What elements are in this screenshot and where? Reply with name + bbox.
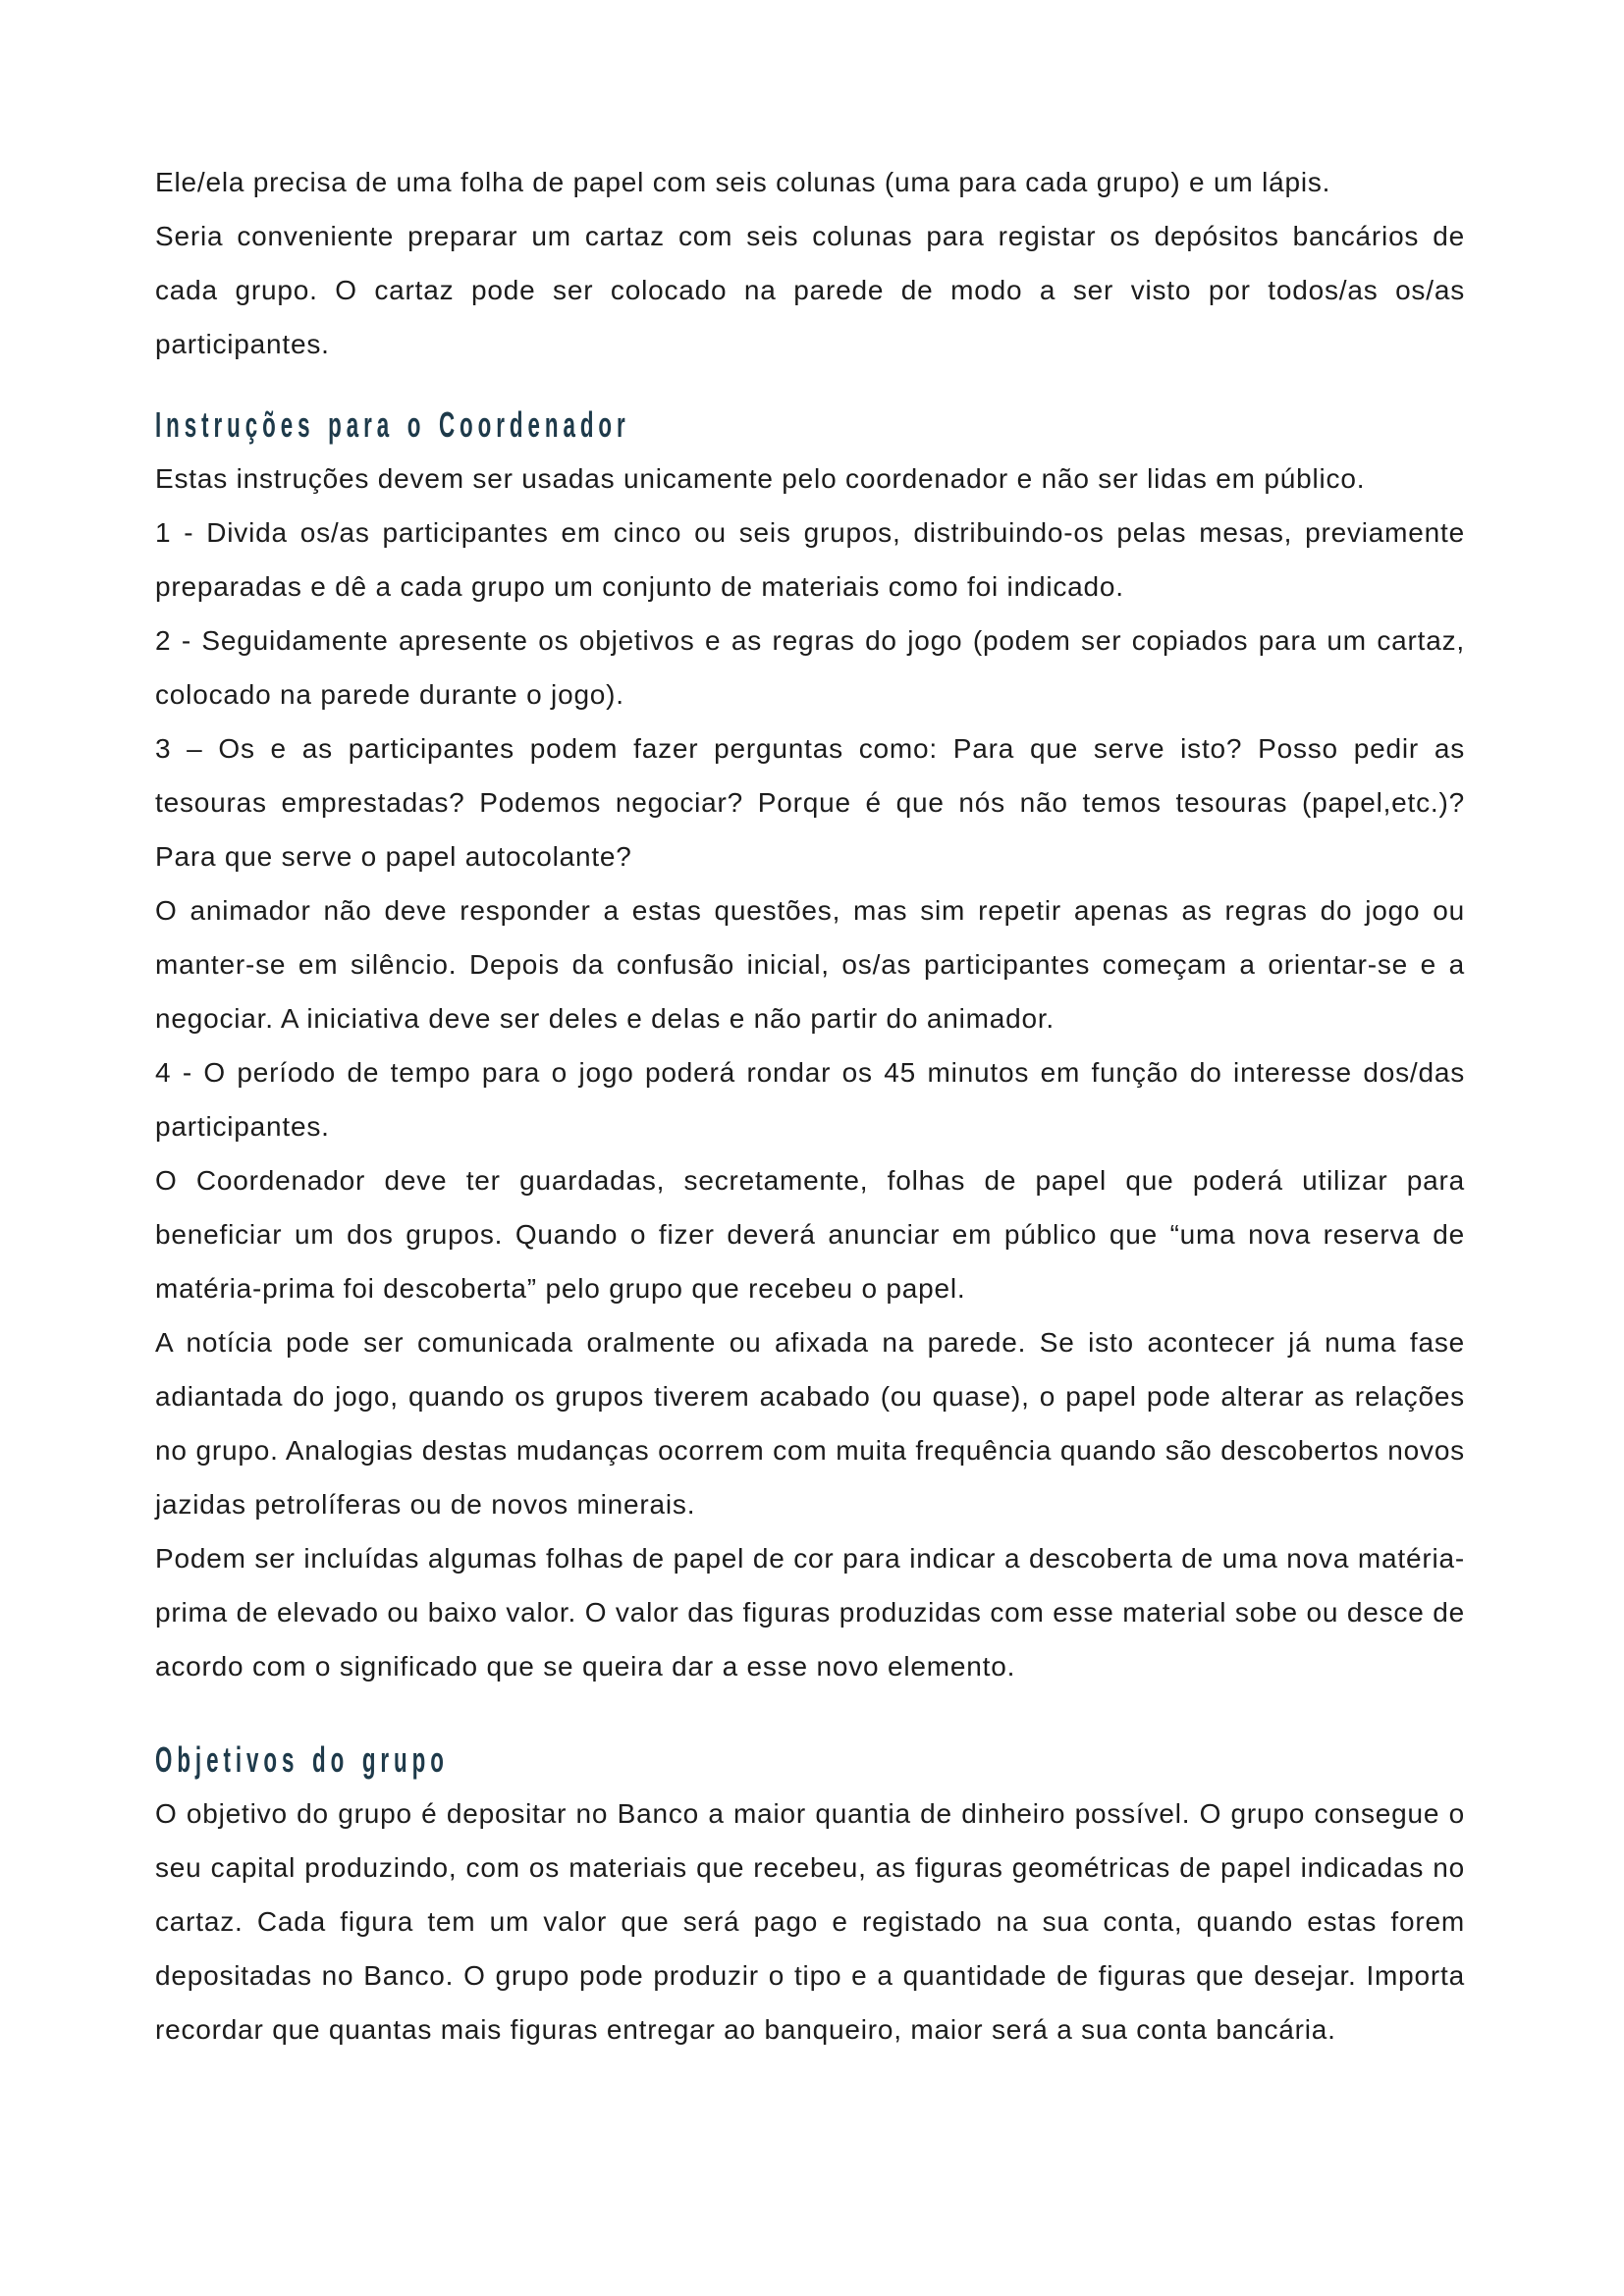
intro-paragraph-1: Ele/ela precisa de uma folha de papel com seis colunas (uma para cada grupo) e um lápis. [155,167,1331,197]
paragraph-step-2: 2 - Seguidamente apresente os objetivos e as regras do jogo (podem ser copiados para um cartaz, colocado na parede durante o jogo). [155,625,1465,710]
section-heading-objetivos-grupo: Objetivos do grupo [155,1739,449,1780]
paragraph: O animador não deve responder a estas questões, mas sim repetir apenas as regras do jogo ou manter-se em silêncio. Depois da confusão inicial, os/as participantes começam a orientar-se e a negociar. A iniciativa deve ser deles e delas e não partir do animador. [155,895,1465,1034]
paragraph-step-3: 3 – Os e as participantes podem fazer perguntas como: Para que serve isto? Posso pedir as tesouras emprestadas? Podemos negociar? Porque é que nós não temos tesouras (papel,etc.)? Para que serve o papel autocolante? [155,733,1465,872]
paragraph: Estas instruções devem ser usadas unicamente pelo coordenador e não ser lidas em público. [155,463,1366,494]
paragraph: Podem ser incluídas algumas folhas de papel de cor para indicar a descoberta de uma nova matéria-prima de elevado ou baixo valor. O valor das figuras produzidas com esse material sobe ou desce de acordo com o significado que se queira dar a esse novo elemento. [155,1543,1465,1682]
paragraph-step-4: 4 - O período de tempo para o jogo poderá rondar os 45 minutos em função do interesse dos/das participantes. [155,1057,1465,1142]
paragraph: O Coordenador deve ter guardadas, secretamente, folhas de papel que poderá utilizar para beneficiar um dos grupos. Quando o fizer deverá anunciar em público que “uma nova reserva de matéria-prima foi descoberta” pelo grupo que recebeu o papel. [155,1165,1465,1304]
paragraph: O objetivo do grupo é depositar no Banco a maior quantia de dinheiro possível. O grupo consegue o seu capital produzindo, com os materiais que recebeu, as figuras geométricas de papel indicadas no cartaz. Cada figura tem um valor que será pago e registado na sua conta, quando estas forem depositadas no Banco. O grupo pode produzir o tipo e a quantidade de figuras que desejar. Importa recordar que quantas mais figuras entregar ao banqueiro, maior será a sua conta bancária. [155,1798,1465,2045]
paragraph-step-1: 1 - Divida os/as participantes em cinco ou seis grupos, distribuindo-os pelas mesas, previamente preparadas e dê a cada grupo um conjunto de materiais como foi indicado. [155,517,1465,602]
paragraph: A notícia pode ser comunicada oralmente ou afixada na parede. Se isto acontecer já numa fase adiantada do jogo, quando os grupos tiverem acabado (ou quase), o papel pode alterar as relações no grupo. Analogias destas mudanças ocorrem com muita frequência quando são descobertos novos jazidas petrolíferas ou de novos minerais. [155,1327,1465,1520]
intro-paragraph-2: Seria conveniente preparar um cartaz com seis colunas para registar os depósitos bancários de cada grupo. O cartaz pode ser colocado na parede de modo a ser visto por todos/as os/as participantes. [155,221,1465,359]
section-heading-instrucoes-coordenador: Instruções para o Coordenador [155,404,630,445]
